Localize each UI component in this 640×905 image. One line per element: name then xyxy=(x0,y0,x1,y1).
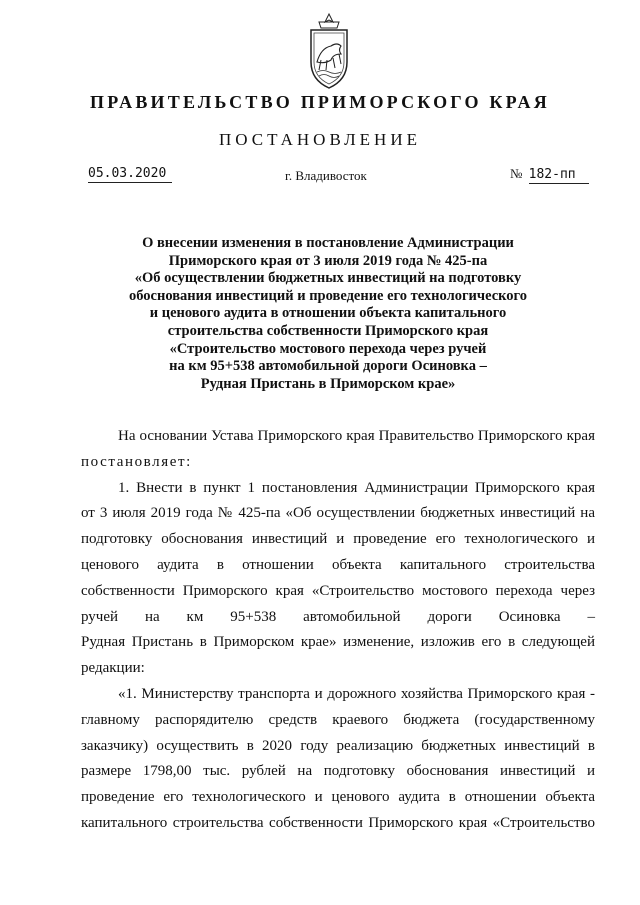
body-line: собственности Приморского края «Строительство мостового перехода через xyxy=(81,582,595,599)
body-line: Рудная Пристань в Приморском крае» изменение, изложив его в следующей xyxy=(81,634,595,651)
body-line: заказчику) осуществить в 2020 году реализацию бюджетных инвестиций в xyxy=(81,737,595,754)
body-line: проведение его технологического и ценового аудита в отношении объекта xyxy=(81,789,595,806)
document-body xyxy=(81,424,595,837)
document-city: г. Владивосток xyxy=(285,168,367,183)
coat-of-arms-icon xyxy=(297,12,361,90)
heading-line: «Строительство мостового перехода через ручей xyxy=(169,340,487,357)
body-line: подготовку обоснования инвестиций и проведение его технологического и xyxy=(81,531,595,548)
body-line: ценового аудита в отношении объекта капитального строительства xyxy=(81,556,595,573)
document-type: ПОСТАНОВЛЕНИЕ xyxy=(218,130,421,149)
number-value: 182-пп xyxy=(529,166,589,184)
body-line: главному распорядителю средств краевого бюджета (государственному xyxy=(81,711,595,728)
heading-line: О внесении изменения в постановление Администрации xyxy=(142,235,514,251)
heading-line: на км 95+538 автомобильной дороги Осиновка – xyxy=(169,358,487,375)
heading-line: и ценового аудита в отношении объекта капитального xyxy=(149,305,507,322)
document-number xyxy=(510,165,589,184)
body-line: На основании Устава Приморского края Правительство Приморского края xyxy=(118,428,595,444)
heading-line: строительства собственности Приморского края xyxy=(167,322,489,339)
heading-line: «Об осуществлении бюджетных инвестиций на подготовку xyxy=(134,270,522,287)
body-line: редакции: xyxy=(81,660,145,677)
body-line: ручей на км 95+538 автомобильной дороги Осиновка – xyxy=(81,608,595,625)
body-line: 1. Внести в пункт 1 постановления Администрации Приморского края xyxy=(118,479,595,496)
heading-line: Приморского края от 3 июля 2019 года № 425-па xyxy=(168,252,488,269)
heading-line: Рудная Пристань в Приморском крае» xyxy=(200,375,456,392)
body-line: капитального строительства собственности Приморского края «Строительство xyxy=(81,814,595,831)
heading-line: обоснования инвестиций и проведение его технологического xyxy=(128,287,528,304)
body-line: размере 1798,00 тыс. рублей на подготовку обоснования инвестиций и xyxy=(81,763,595,780)
body-line: от 3 июля 2019 года № 425-па «Об осуществлении бюджетных инвестиций на xyxy=(81,505,595,522)
body-line: постановляет: xyxy=(81,453,192,470)
body-line: «1. Министерству транспорта и дорожного хозяйства Приморского края - xyxy=(118,685,595,702)
document-heading xyxy=(108,235,548,393)
number-sign: № xyxy=(510,166,523,181)
government-title: ПРАВИТЕЛЬСТВО ПРИМОРСКОГО КРАЯ xyxy=(90,92,550,112)
document-date: 05.03.2020 xyxy=(88,165,172,183)
